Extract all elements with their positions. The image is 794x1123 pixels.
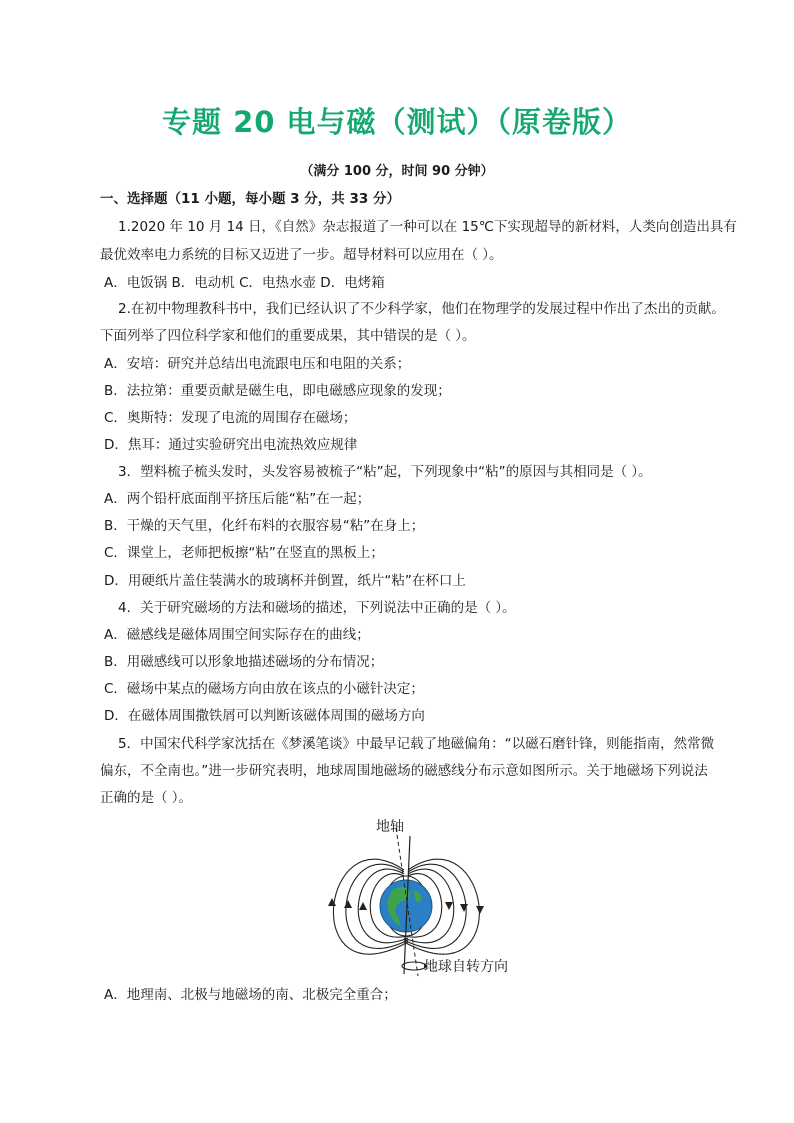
question-2-option-c: C．奥斯特：发现了电流的周围存在磁场；	[104, 410, 357, 426]
arrow-right-outer	[476, 906, 484, 914]
question-1-options: A．电饭锅 B．电动机 C．电热水壶 D．电烤箱	[104, 275, 385, 291]
question-5-option-a: A．地理南、北极与地磁场的南、北极完全重合；	[104, 987, 397, 1003]
question-1-line-2: 最优效率电力系统的目标又迈进了一步。超导材料可以应用在（ ）。	[100, 247, 503, 263]
question-5-line-3: 正确的是（ ）。	[100, 790, 193, 806]
question-4-line-1: 4．关于研究磁场的方法和磁场的描述，下列说法中正确的是（ ）。	[118, 600, 516, 616]
question-3-option-c: C．课堂上，老师把板擦“粘”在竖直的黑板上；	[104, 545, 384, 561]
rotation-arrow-icon	[402, 962, 426, 970]
question-2-line-2: 下面列举了四位科学家和他们的重要成果，其中错误的是（ ）。	[100, 328, 476, 344]
arrow-right-inner	[445, 902, 453, 910]
question-3-option-d: D．用硬纸片盖住装满水的玻璃杯并倒置，纸片“粘”在杯口上	[104, 573, 466, 589]
page-subtitle: （满分 100 分，时间 90 分钟）	[300, 164, 494, 179]
question-2-option-d: D．焦耳：通过实验研究出电流热效应规律	[104, 437, 358, 453]
earth-axis-label: 地轴	[376, 819, 404, 835]
question-5-line-1: 5．中国宋代科学家沈括在《梦溪笔谈》中最早记载了地磁偏角：“以磁石磨针锋，则能指南，然常微	[118, 736, 715, 752]
question-4-option-d: D．在磁体周围撒铁屑可以判断该磁体周围的磁场方向	[104, 708, 425, 724]
question-4-option-a: A．磁感线是磁体周围空间实际存在的曲线；	[104, 627, 370, 643]
question-2-option-b: B．法拉第：重要贡献是磁生电，即电磁感应现象的发现；	[104, 383, 451, 399]
question-4-option-b: B．用磁感线可以形象地描述磁场的分布情况；	[104, 654, 384, 670]
section-heading: 一、选择题（11 小题，每小题 3 分，共 33 分）	[100, 191, 400, 207]
question-2-line-1: 2.在初中物理教科书中，我们已经认识了不少科学家，他们在物理学的发展过程中作出了杰出的贡献。	[118, 301, 725, 317]
page-title: 专题 20 电与磁（测试）（原卷版）	[161, 105, 633, 139]
magnetic-field-diagram	[296, 818, 536, 978]
question-1-line-1: 1.2020 年 10 月 14 日，《自然》杂志报道了一种可以在 15℃下实现超导的新材料，人类向创造出具有	[118, 219, 737, 235]
question-3-option-a: A．两个铅杆底面削平挤压后能“粘”在一起；	[104, 491, 371, 507]
question-2-option-a: A．安培：研究并总结出电流跟电压和电阻的关系；	[104, 356, 411, 372]
question-3-line-1: 3．塑料梳子梳头发时，头发容易被梳子“粘”起，下列现象中“粘”的原因与其相同是（ ）。	[118, 464, 652, 480]
question-4-option-c: C．磁场中某点的磁场方向由放在该点的小磁针决定；	[104, 681, 424, 697]
question-5-line-2: 偏东，不全南也。”进一步研究表明，地球周围地磁场的磁感线分布示意如图所示。关于地磁场下列说法	[100, 763, 708, 779]
arrow-left-inner	[359, 902, 367, 910]
rotation-direction-label: 地球自转方向	[424, 959, 508, 975]
geomagnetic-field-figure	[296, 818, 536, 978]
arrow-left-mid	[344, 900, 352, 908]
arrow-right-mid	[460, 904, 468, 912]
question-3-option-b: B．干燥的天气里，化纤布料的衣服容易“粘”在身上；	[104, 518, 425, 534]
